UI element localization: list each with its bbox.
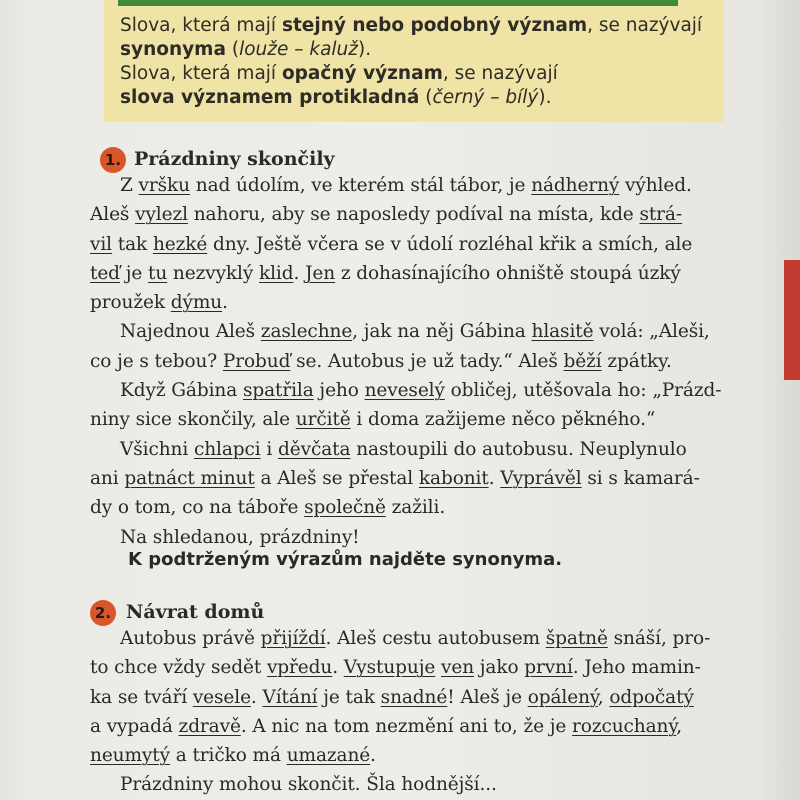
text-line <box>90 405 780 434</box>
underlined-word: děvčata <box>278 438 351 460</box>
text-run: z dohasínajícího ohniště stoupá úzký <box>335 262 681 284</box>
underlined-word: společně <box>304 497 386 519</box>
underlined-word: nádherný <box>531 175 620 196</box>
underlined-word: spatřila <box>242 380 314 402</box>
text-line <box>90 435 780 464</box>
text-run: dny. Ještě včera se v údolí rozléhal křik a smích, ale <box>207 233 693 255</box>
text-run: nad údolím, ve kterém stál tábor, je <box>189 175 532 196</box>
text-line <box>90 683 780 712</box>
text-run: proužek <box>90 292 171 314</box>
underlined-word: klid <box>259 262 294 284</box>
text-run: Najednou Aleš <box>120 321 261 343</box>
underlined-word: hlasitě <box>531 321 594 343</box>
bold-term: opačný význam <box>281 63 443 84</box>
text-line <box>90 200 780 229</box>
text-run: dy o tom, co na táboře <box>90 497 305 519</box>
text-run: i <box>260 438 279 460</box>
text-line <box>90 259 780 288</box>
text-run: je <box>119 262 148 284</box>
bold-term: synonyma <box>120 39 226 60</box>
text-line <box>90 624 780 653</box>
page-edge-accent <box>784 260 800 380</box>
underlined-word: odpočatý <box>609 686 694 708</box>
text-run: co je s tebou? <box>90 350 223 372</box>
text-run: nezvyklý <box>167 262 259 284</box>
exercise-1 <box>90 147 780 552</box>
text-run: , <box>597 686 610 708</box>
text-line <box>90 653 780 682</box>
text-run: Když Gábina <box>120 380 243 402</box>
text-line <box>90 464 780 493</box>
underlined-word: vršku <box>138 175 190 196</box>
text-run: ! Aleš je <box>447 686 528 708</box>
text-run: . Aleš cestu autobusem <box>325 628 546 649</box>
underlined-word: Probuď <box>222 350 291 372</box>
text-run: Všichni <box>120 438 194 460</box>
text-run: i doma zažijeme něco pěkného.“ <box>350 409 656 431</box>
definition-text: Slova, která mají <box>120 63 282 84</box>
underlined-word: první <box>524 657 573 679</box>
text-run: výhled. <box>619 175 692 196</box>
text-run: Na shledanou, prázdniny! <box>120 526 360 548</box>
underlined-word: přijíždí <box>260 628 326 649</box>
text-run: snáší, pro- <box>607 628 711 649</box>
underlined-word: rozcuchaný <box>572 715 677 737</box>
exercise-number-badge: 2. <box>90 600 116 626</box>
text-run: Aleš <box>90 204 136 226</box>
exercise-title: Prázdniny skončily <box>134 148 335 170</box>
text-run: a tričko má <box>169 745 287 767</box>
text-run: tak <box>112 233 153 255</box>
definition-text: , se nazývají <box>442 63 558 84</box>
definition-text: Slova, která mají <box>120 15 282 36</box>
exercise-title: Návrat domů <box>126 601 265 623</box>
text-run: . <box>332 657 344 679</box>
underlined-word: zdravě <box>178 715 241 737</box>
underlined-word: patnáct minut <box>124 467 255 489</box>
text-run: Autobus právě <box>120 628 261 649</box>
text-run: Z <box>120 175 139 196</box>
exercise-2-text <box>90 624 780 800</box>
text-run: zažili. <box>385 497 446 519</box>
bold-term: stejný nebo podobný význam <box>281 15 588 36</box>
text-run: . A nic na tom nezmění ani to, že je <box>240 715 573 737</box>
text-run: ka se tváří <box>90 686 193 708</box>
exercise-2-heading <box>90 600 780 624</box>
definition-text: ( <box>419 87 433 108</box>
text-line <box>90 347 780 376</box>
text-line <box>90 288 780 317</box>
text-line <box>90 712 780 741</box>
text-run: , jak na něj Gábina <box>352 321 532 343</box>
definition-text: ). <box>357 39 372 60</box>
underlined-word: opálený <box>527 686 598 708</box>
text-run: . Jeho mamin- <box>572 657 701 679</box>
underlined-word: vpředu <box>266 657 333 679</box>
text-run: . <box>370 745 376 767</box>
text-run: si s kamará- <box>581 467 700 489</box>
underlined-word: Vítání <box>262 686 318 708</box>
underlined-word: neumytý <box>90 745 170 767</box>
underlined-word: vylezl <box>135 204 188 226</box>
underlined-word: tu <box>147 262 168 284</box>
underlined-word: vesele <box>192 686 251 708</box>
definition-text: ( <box>225 39 240 60</box>
text-run: zpátky. <box>601 350 672 372</box>
exercise-task: K podtrženým výrazům najděte synonyma. <box>128 549 563 570</box>
text-line <box>90 493 780 522</box>
text-run: obličej, utěšovala ho: „Prázd- <box>444 380 722 402</box>
text-line <box>90 317 780 346</box>
text-run: . <box>293 262 306 284</box>
text-run: nahoru, aby se naposledy podíval na místa, kde <box>187 204 640 226</box>
underlined-word: neveselý <box>364 380 445 402</box>
definition-line <box>120 38 724 62</box>
underlined-word: snadné <box>380 686 448 708</box>
underlined-word: běží <box>563 350 602 372</box>
text-run: je tak <box>317 686 381 708</box>
text-run: Prázdniny mohou skončit. Šla hodnější... <box>120 774 497 796</box>
underlined-word: dýmu <box>170 292 223 314</box>
text-run: jako <box>474 657 525 679</box>
text-run: , <box>676 715 683 737</box>
example-words: černý – bílý <box>432 87 539 108</box>
exercise-1-text <box>90 171 780 552</box>
underlined-word: špatně <box>545 628 608 649</box>
underlined-word: strá- <box>639 204 683 226</box>
underlined-word: Vyprávěl <box>500 467 582 489</box>
definition-box <box>104 0 724 122</box>
text-run: . <box>488 467 501 489</box>
exercise-number-badge: 1. <box>100 147 126 173</box>
definition-line <box>120 14 724 38</box>
definition-text: , se nazývají <box>587 15 703 36</box>
underlined-word: vil <box>90 233 112 255</box>
text-run: volá: „Aleši, <box>593 321 710 343</box>
text-line <box>90 230 780 259</box>
text-line <box>90 523 780 552</box>
bold-term: slova významem protikladná <box>120 87 420 108</box>
example-words: louže – kaluž <box>239 39 358 60</box>
underlined-word: ven <box>441 657 475 679</box>
text-run: nastoupili do autobusu. Neuplynulo <box>350 438 687 460</box>
definition-box-bar <box>118 0 678 6</box>
text-run: niny sice skončily, ale <box>90 409 296 431</box>
text-run: to chce vždy sedět <box>90 657 267 679</box>
underlined-word: kabonit <box>418 467 489 489</box>
text-line <box>90 770 780 799</box>
exercise-1-heading <box>90 147 780 171</box>
underlined-word: hezké <box>152 233 208 255</box>
text-run: . <box>250 686 263 708</box>
underlined-word: umazané <box>286 745 371 767</box>
definition-line <box>120 86 724 110</box>
text-line <box>90 741 780 770</box>
text-run: ani <box>90 467 125 489</box>
definition-line <box>120 62 724 86</box>
underlined-word: Jen <box>305 262 336 284</box>
text-line <box>90 376 780 405</box>
exercise-2 <box>90 600 780 800</box>
underlined-word: teď <box>90 262 120 284</box>
text-run: a Aleš se přestal <box>254 467 419 489</box>
text-run: jeho <box>313 380 365 402</box>
text-run: a vypadá <box>90 715 179 737</box>
underlined-word: zaslechne <box>260 321 353 343</box>
definition-text: ). <box>538 87 552 108</box>
underlined-word: určitě <box>295 409 351 431</box>
text-run: . <box>222 292 228 314</box>
text-line <box>90 171 780 200</box>
underlined-word: Vystupuje <box>343 657 436 679</box>
underlined-word: chlapci <box>193 438 261 460</box>
text-run: se. Autobus je už tady.“ Aleš <box>290 350 564 372</box>
